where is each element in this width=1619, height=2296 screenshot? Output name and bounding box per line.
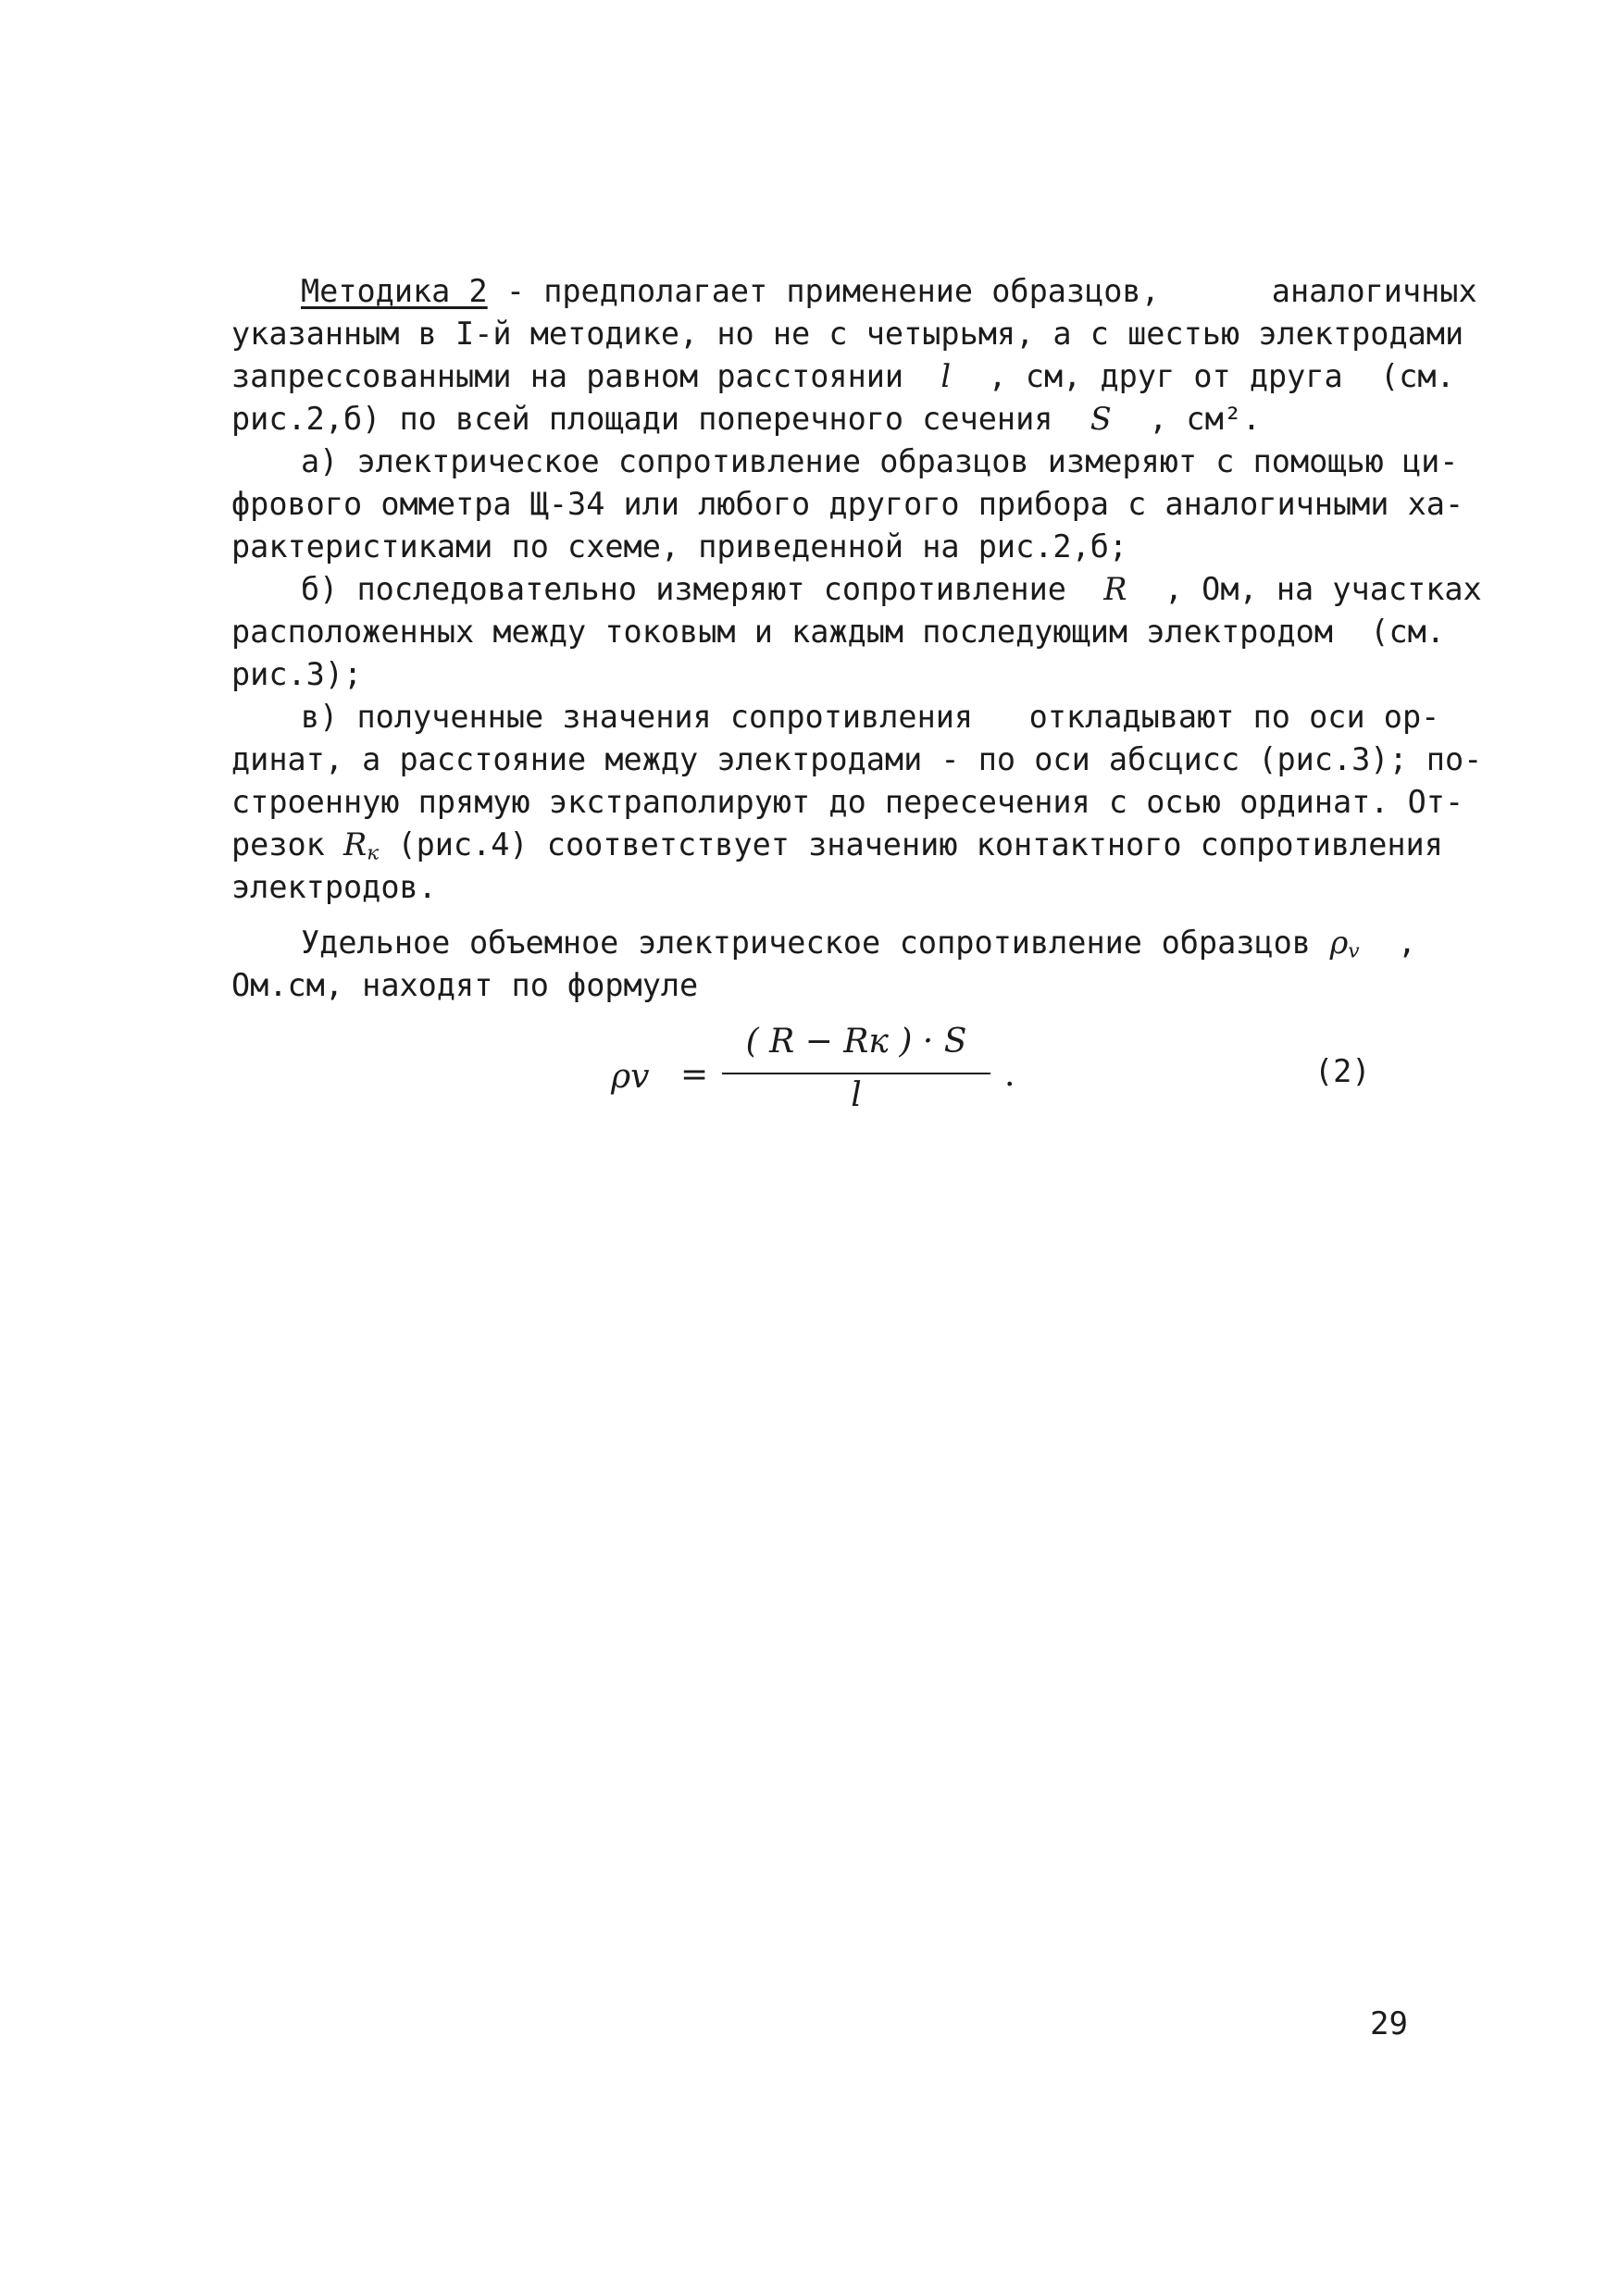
item-a-line-3: рактеристиками по схеме, приведенной на рис.2,б;	[231, 528, 1128, 565]
formula-trailing-dot: .	[1004, 1056, 1015, 1094]
item-v-line-2: динат, а расстояние между электродами - по оси абсцисс (рис.3); по-	[231, 741, 1483, 777]
formula-2	[602, 1023, 1015, 1115]
item-b-line-1: б) последовательно измеряют сопротивление R , Ом, на участках	[301, 571, 1482, 607]
item-a-line-2: фрового омметра Щ-34 или любого другого прибора с аналогичными ха-	[231, 486, 1464, 522]
item-b-line-3: рис.3);	[231, 656, 363, 692]
variable-l: l	[940, 358, 952, 394]
variable-rho-v: $\rho_v$	[1329, 925, 1360, 963]
resistivity-line-1: Удельное объемное электрическое сопротивление образцов $\rho_v$ ,	[301, 925, 1416, 963]
item-v-line-1: в) полученные значения сопротивления откладывают по оси ор-	[301, 699, 1440, 735]
equation-number: (2)	[1314, 1053, 1371, 1089]
item-v-line-5: электродов.	[231, 869, 437, 905]
method2-line-4: рис.2,б) по всей площади поперечного сечения S , см².	[231, 401, 1262, 437]
item-v-line-3: строенную прямую экстраполируют до пересечения с осью ординат. От-	[231, 784, 1464, 820]
variable-r: R	[1103, 571, 1127, 607]
resistivity-line-2: Ом.см, находят по формуле	[231, 967, 699, 1003]
variable-s: S	[1090, 401, 1112, 437]
formula-denominator: l	[851, 1076, 862, 1114]
item-v-line-4: резок $R_к$ (рис.4) соответствует значению контактного сопротивления	[231, 826, 1443, 865]
formula-lhs: ρv	[611, 1058, 650, 1096]
formula-numerator: ( R − Rк ) · S	[745, 1023, 967, 1061]
formula-equals: =	[680, 1056, 709, 1094]
method-title: Методика 2	[301, 273, 488, 309]
method2-line-3: запрессованными на равном расстоянии l , см, друг от друга (см.	[231, 358, 1455, 394]
item-b-line-2: расположенных между токовым и каждым последующим электродом (см.	[231, 614, 1445, 650]
page-number: 29	[1370, 2005, 1408, 2042]
fraction-bar	[722, 1073, 990, 1074]
item-a-line-1: а) электрическое сопротивление образцов измеряют с помощью ци-	[301, 443, 1459, 479]
method2-line-2: указанным в I-й методике, но не с четырьмя, а с шестью электродами	[231, 316, 1464, 352]
method2-line-1: Методика 2 - предполагает применение образцов, аналогичных	[301, 273, 1477, 309]
variable-rk: $R_к$	[343, 826, 380, 865]
